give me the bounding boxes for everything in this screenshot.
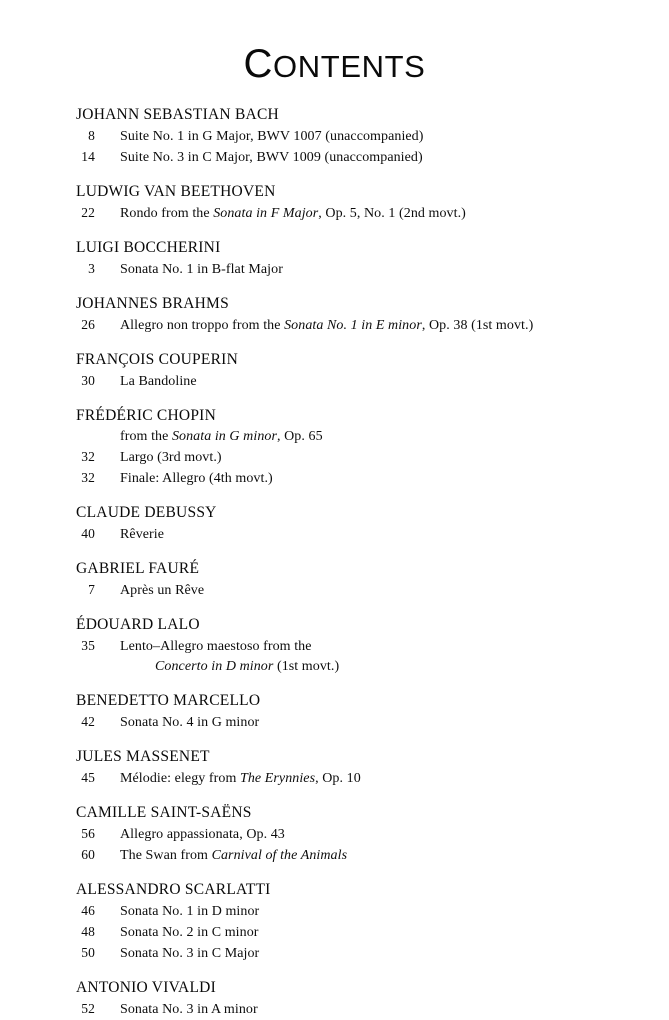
work-entry[interactable] xyxy=(0,636,669,657)
work-title-roman: La Bandoline xyxy=(120,374,197,389)
composer-section xyxy=(0,690,669,733)
work-title-roman: Sonata No. 1 in B-flat Major xyxy=(120,262,283,277)
work-page-number: 8 xyxy=(88,128,95,143)
work-entry[interactable] xyxy=(0,126,669,147)
table-of-contents xyxy=(0,104,669,1020)
composer-name: ÉDOUARD LALO xyxy=(76,616,200,633)
work-title xyxy=(120,372,669,392)
work-title xyxy=(120,944,669,964)
composer-name: LUIGI BOCCHERINI xyxy=(76,239,221,256)
work-entry[interactable] xyxy=(0,922,669,943)
work-page-number: 26 xyxy=(81,317,95,332)
work-title-roman: Rêverie xyxy=(120,527,165,542)
work-entry[interactable] xyxy=(0,371,669,392)
composer-section xyxy=(0,237,669,280)
work-entry[interactable] xyxy=(0,203,669,224)
work-title-roman: Allegro non troppo from the xyxy=(120,318,285,333)
work-entry[interactable] xyxy=(0,468,669,489)
composer-name: ANTONIO VIVALDI xyxy=(76,979,216,996)
work-page-number: 46 xyxy=(81,903,95,918)
work-entry[interactable] xyxy=(0,147,669,168)
work-title xyxy=(120,260,669,280)
composer-section xyxy=(0,977,669,1020)
work-entry[interactable] xyxy=(0,427,669,447)
work-title xyxy=(120,713,669,733)
work-entry[interactable] xyxy=(0,447,669,468)
work-entry[interactable] xyxy=(0,824,669,845)
work-page-number: 7 xyxy=(88,582,95,597)
composer-section xyxy=(0,879,669,964)
work-page-number: 56 xyxy=(81,826,95,841)
work-title-roman: Sonata No. 3 in C Major xyxy=(120,946,260,961)
work-entry[interactable] xyxy=(0,315,669,336)
composer-section xyxy=(0,502,669,545)
work-title xyxy=(120,316,669,336)
work-page-number: 52 xyxy=(81,1001,95,1016)
work-title-roman: Largo (3rd movt.) xyxy=(120,450,222,465)
work-title xyxy=(120,469,669,489)
work-page-number: 40 xyxy=(81,526,95,541)
work-title xyxy=(120,923,669,943)
work-title-italic: Sonata in G minor xyxy=(171,429,277,444)
composer-section xyxy=(0,802,669,866)
page-title-rest: ONTENTS xyxy=(273,49,426,84)
work-page-number: 45 xyxy=(81,770,95,785)
work-entry[interactable] xyxy=(0,712,669,733)
page-title-first-letter: C xyxy=(243,42,274,86)
composer-name: JOHANNES BRAHMS xyxy=(76,295,229,312)
composer-name: CAMILLE SAINT-SAËNS xyxy=(76,804,252,821)
work-title xyxy=(120,637,669,657)
work-entry[interactable] xyxy=(0,768,669,789)
composer-section xyxy=(0,558,669,601)
work-page-number: 42 xyxy=(81,714,95,729)
composer-section xyxy=(0,614,669,677)
work-page-number: 32 xyxy=(81,449,95,464)
work-title-roman: Lento–Allegro maestoso from the xyxy=(120,639,312,654)
work-title xyxy=(120,825,669,845)
composer-name: JOHANN SEBASTIAN BACH xyxy=(76,106,279,123)
composer-section xyxy=(0,746,669,789)
work-entry[interactable] xyxy=(0,259,669,280)
work-title-roman: Mélodie: elegy from xyxy=(120,771,240,786)
composer-section xyxy=(0,181,669,224)
work-entry[interactable] xyxy=(0,845,669,866)
work-title-roman: Suite No. 1 in G Major, BWV 1007 (unaccompanied) xyxy=(120,129,424,144)
work-title-roman: Finale: Allegro (4th movt.) xyxy=(120,471,273,486)
work-title-italic: Sonata No. 1 in E minor xyxy=(284,318,422,333)
work-title xyxy=(120,427,669,447)
work-page-number: 32 xyxy=(81,470,95,485)
work-title xyxy=(120,1000,669,1020)
work-title xyxy=(155,657,669,677)
work-title xyxy=(120,902,669,922)
work-page-number: 60 xyxy=(81,847,95,862)
composer-name: CLAUDE DEBUSSY xyxy=(76,504,217,521)
work-entry[interactable] xyxy=(0,943,669,964)
work-title-roman: , Op. 65 xyxy=(276,429,323,444)
work-title-roman: , Op. 5, No. 1 (2nd movt.) xyxy=(318,206,466,221)
work-title xyxy=(120,148,669,168)
work-entry[interactable] xyxy=(0,524,669,545)
composer-section xyxy=(0,349,669,392)
composer-name: BENEDETTO MARCELLO xyxy=(76,692,261,709)
work-title-italic: Concerto in D minor xyxy=(155,659,274,674)
work-title xyxy=(120,769,669,789)
composer-name: ALESSANDRO SCARLATTI xyxy=(76,881,271,898)
work-entry[interactable] xyxy=(0,580,669,601)
work-title-roman: Allegro appassionata, Op. 43 xyxy=(120,827,285,842)
work-page-number: 50 xyxy=(81,945,95,960)
work-entry[interactable] xyxy=(0,999,669,1020)
work-title xyxy=(120,448,669,468)
work-title xyxy=(120,204,669,224)
work-title xyxy=(120,846,669,866)
work-title-roman: Sonata No. 2 in C minor xyxy=(120,925,259,940)
work-title-roman: Sonata No. 1 in D minor xyxy=(120,904,260,919)
work-entry[interactable] xyxy=(0,901,669,922)
work-title xyxy=(120,581,669,601)
work-title xyxy=(120,127,669,147)
work-title-roman: Sonata No. 4 in G minor xyxy=(120,715,260,730)
work-title-italic: Sonata in F Major xyxy=(213,206,319,221)
page-title xyxy=(0,0,669,84)
composer-name: LUDWIG VAN BEETHOVEN xyxy=(76,183,276,200)
composer-section xyxy=(0,405,669,489)
work-title-roman: Suite No. 3 in C Major, BWV 1009 (unaccompanied) xyxy=(120,150,423,165)
work-title xyxy=(120,525,669,545)
composer-name: JULES MASSENET xyxy=(76,748,210,765)
work-page-number: 3 xyxy=(88,261,95,276)
work-title-roman: , Op. 38 (1st movt.) xyxy=(421,318,534,333)
work-page-number: 22 xyxy=(81,205,95,220)
work-title-roman: The Swan from xyxy=(120,848,212,863)
composer-name: FRANÇOIS COUPERIN xyxy=(76,351,238,368)
work-title-roman: Après un Rêve xyxy=(120,583,205,598)
composer-section xyxy=(0,293,669,336)
composer-name: GABRIEL FAURÉ xyxy=(76,560,200,577)
work-page-number: 48 xyxy=(81,924,95,939)
work-title-roman: from the xyxy=(120,429,172,444)
work-title-roman: , Op. 10 xyxy=(315,771,361,786)
work-entry[interactable] xyxy=(0,657,669,677)
composer-name: FRÉDÉRIC CHOPIN xyxy=(76,407,216,424)
composer-section xyxy=(0,104,669,168)
work-title-roman: Rondo from the xyxy=(120,206,214,221)
work-title-roman: (1st movt.) xyxy=(273,659,340,674)
work-page-number: 35 xyxy=(81,638,95,653)
work-title-roman: Sonata No. 3 in A minor xyxy=(120,1002,258,1017)
work-page-number: 30 xyxy=(81,373,95,388)
work-title-italic: Carnival of the Animals xyxy=(211,848,348,863)
work-page-number: 14 xyxy=(81,149,95,164)
work-title-italic: The Erynnies xyxy=(239,771,316,786)
